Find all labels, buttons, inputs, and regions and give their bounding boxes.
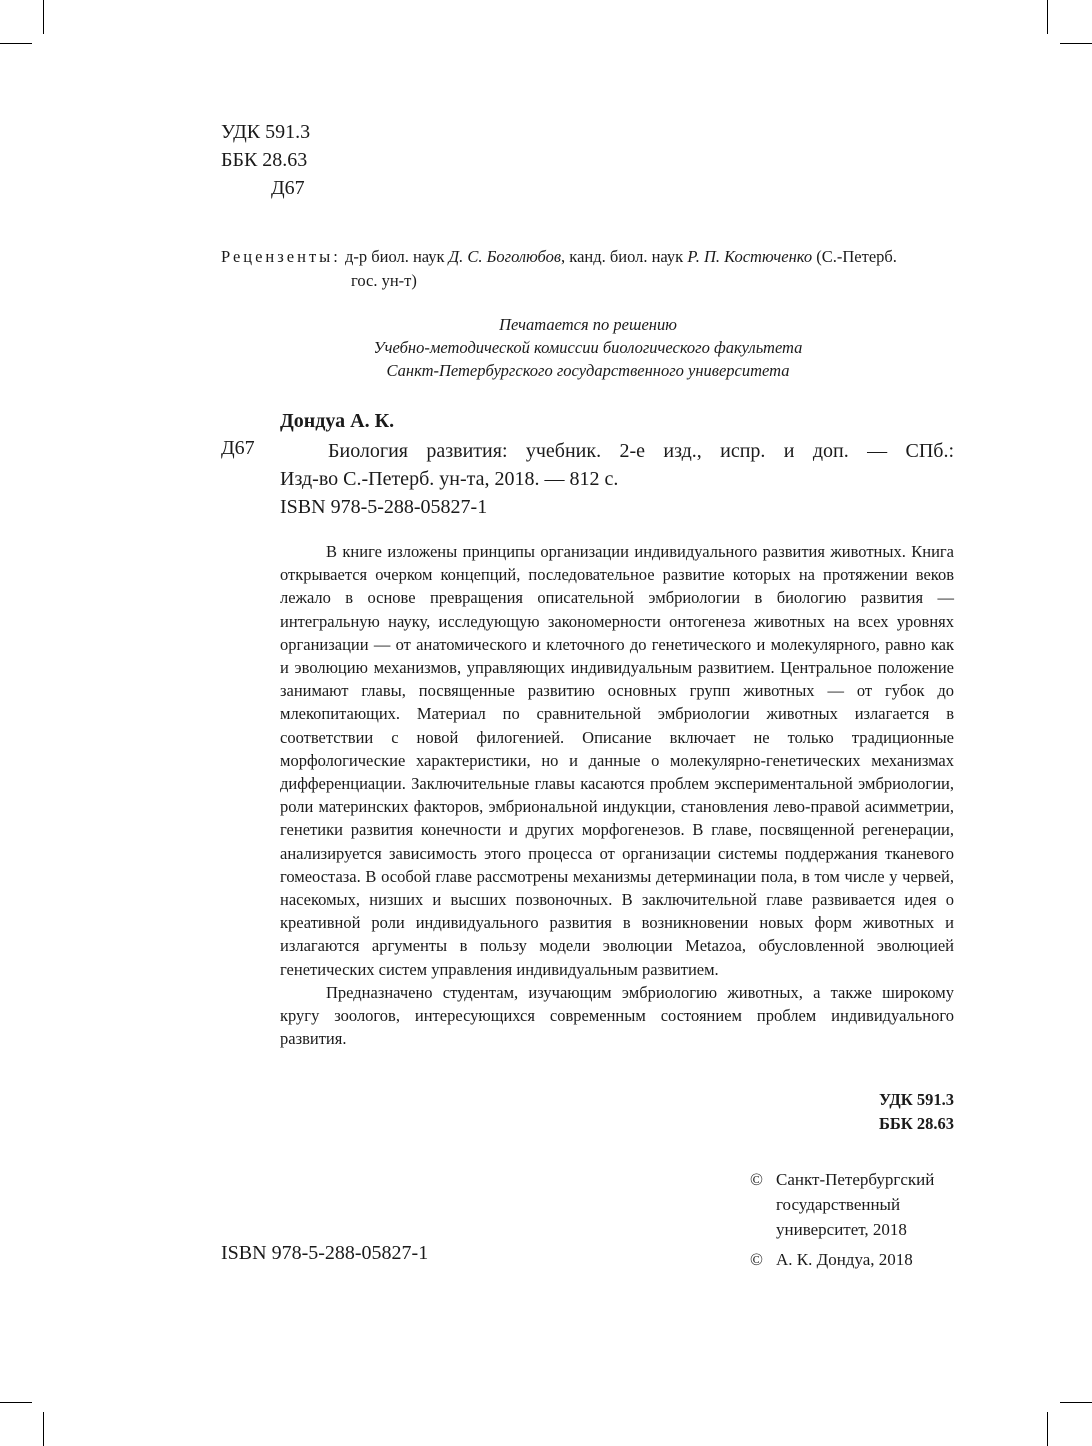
approval-line: Учебно-методической комиссии биологического факультета	[373, 338, 803, 357]
copyright-block	[750, 1167, 934, 1272]
copyright-icon: ©	[750, 1170, 763, 1189]
footer-classification	[879, 1088, 954, 1136]
reviewers-label: Рецензенты:	[221, 247, 341, 266]
bibliographic-record	[280, 437, 954, 521]
author-mark: Д67	[271, 177, 305, 199]
publisher-line: Изд-во С.-Петерб. ун-та, 2018. — 812 с.	[280, 468, 619, 490]
approval-line: Печатается по решению	[499, 315, 677, 334]
reviewers	[221, 245, 956, 293]
reviewer-name: Р. П. Костюченко	[687, 247, 813, 266]
reviewer-name: Д. С. Боголюбов	[448, 247, 562, 266]
annotation-paragraph: В книге изложены принципы организации индивидуального развития животных. Книга открывается очерком концепций, последовательное развитие которых на протяжении веков лежало в основе превращения описательной эмбриологии в биологию развития — интегральную науку, исследующую закономерности онтогенеза животных на всех уровнях организации — от анатомического и клеточного до генетического и молекулярного, равно как и эволюцию механизмов, управляющих индивидуальным развитием. Центральное положение занимают главы, посвященные развитию основных групп животных — от губок до млекопитающих. Материал по сравнительной эмбриологии животных излагается в соответствии с новой филогенией. Описание включает не только традиционные морфологические характеристики, но и данные о молекулярно-генетических механизмах дифференциации. Заключительные главы касаются проблем экспериментальной эмбриологии, роли материнских факторов, эмбриональной индукции, становления лево-правой асимметрии, генетики развития конечности и других морфогенезов. В главе, посвященной регенерации, анализируется зависимость этого процесса от организации системы поддержания тканевого гомеостаза. В особой главе рассмотрены механизмы детерминации пола, в том числе у червей, насекомых, низших и высших позвоночных. В заключительной главе развивается идея о креативной роли индивидуального развития в возникновении новых форм животных и излагаются аргументы в пользу модели эволюции Metazoa, обусловленной эволюцией генетических систем управления индивидуальным развитием.	[280, 542, 954, 979]
crop-mark	[0, 1402, 32, 1403]
crop-mark	[43, 0, 44, 34]
crop-mark	[43, 1412, 44, 1446]
reviewers-text: гос. ун-т)	[351, 271, 417, 290]
crop-mark	[1060, 43, 1092, 44]
book-title-line: Биология развития: учебник. 2-е изд., испр. и доп. — СПб.:	[328, 440, 954, 462]
crop-mark	[0, 43, 32, 44]
bbk-code: ББК 28.63	[878, 1114, 954, 1133]
copyright-holder: А. К. Дондуа, 2018	[776, 1250, 913, 1269]
copyright-holder: государственный	[776, 1195, 901, 1214]
publication-approval	[300, 313, 876, 382]
reviewers-text: (С.-Петерб.	[812, 247, 897, 266]
call-number: Д67	[221, 437, 255, 459]
crop-mark	[1060, 1402, 1092, 1403]
crop-mark	[1047, 1412, 1048, 1446]
crop-mark	[1047, 0, 1048, 34]
approval-line: Санкт-Петербургского государственного университета	[386, 361, 790, 380]
annotation	[280, 540, 954, 1050]
reviewers-text: д-р биол. наук	[344, 247, 449, 266]
book-author: Дондуа А. К.	[280, 410, 395, 432]
copyright-holder: университет, 2018	[776, 1220, 907, 1239]
bbk-code: ББК 28.63	[221, 149, 308, 171]
isbn-footer: ISBN 978-5-288-05827-1	[221, 1242, 429, 1264]
reviewers-text: , канд. биол. наук	[561, 247, 688, 266]
classification-codes	[221, 118, 310, 202]
copyright-icon: ©	[750, 1250, 763, 1269]
copyright-holder: Санкт-Петербургский	[776, 1170, 935, 1189]
isbn: ISBN 978-5-288-05827-1	[280, 496, 488, 518]
udk-code: УДК 591.3	[878, 1090, 954, 1109]
annotation-paragraph: Предназначено студентам, изучающим эмбриологию животных, а также широкому кругу зоологов, интересующихся современным состоянием проблем индивидуального развития.	[280, 982, 954, 1049]
udk-code: УДК 591.3	[221, 121, 311, 143]
